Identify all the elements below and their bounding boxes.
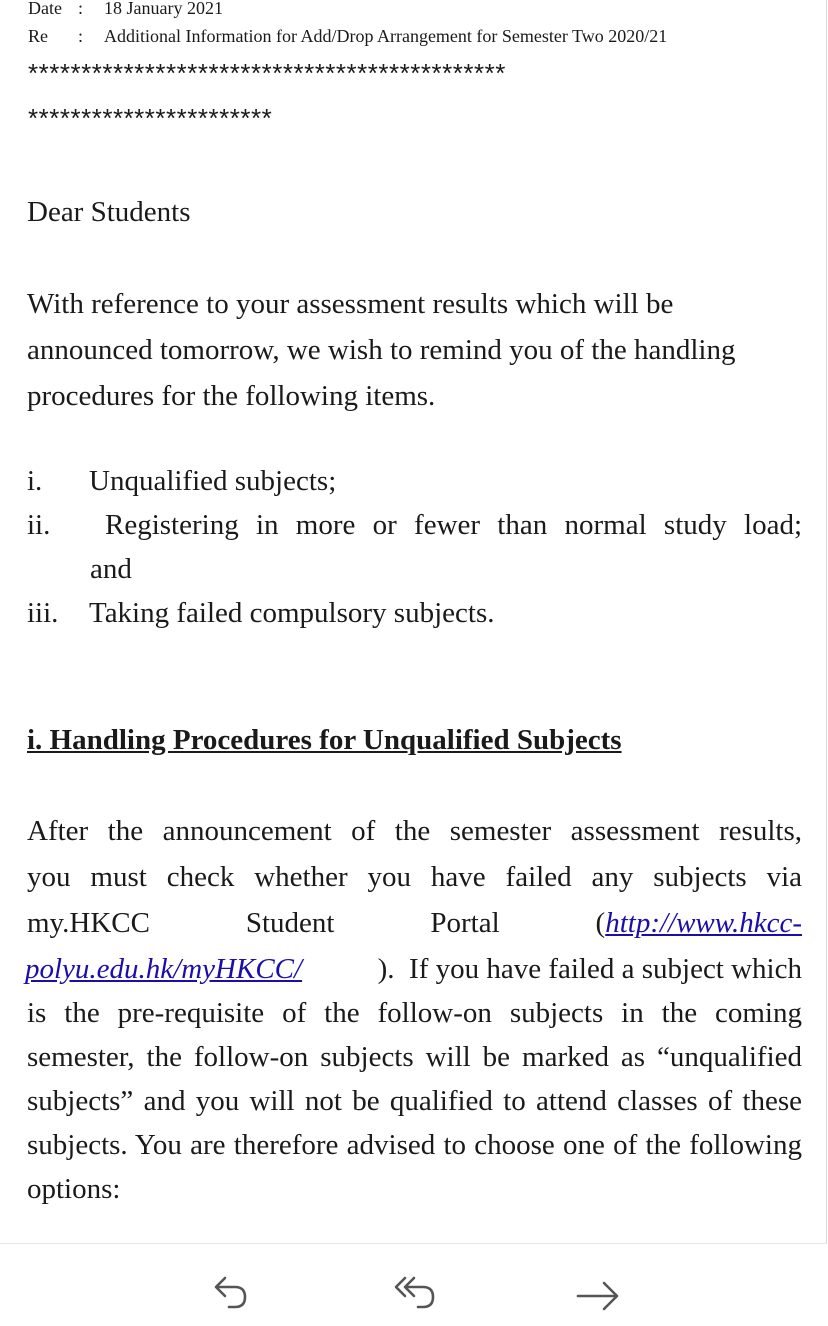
- list-text: Registering in more or fewer than normal study load;: [105, 509, 802, 541]
- date-value: 18 January 2021: [104, 0, 223, 18]
- subject-value: Additional Information for Add/Drop Arrangement for Semester Two 2020/21: [104, 26, 668, 46]
- paragraph-rest: is the pre-requisite of the follow-on subjects in the coming semester, the follow-on subjects will be marked as “unqualified subjects” and you will not be qualified to attend classes of these subjects. You are therefore advised to choose one of the following options:: [27, 997, 802, 1205]
- list-continuation: and: [90, 553, 132, 585]
- greeting: Dear Students: [27, 196, 191, 228]
- link-trailing-text: ). If you have failed a subject which: [377, 953, 802, 985]
- bottom-toolbar: [0, 1244, 828, 1326]
- list-item: [27, 459, 336, 503]
- date-label: Date: [28, 0, 62, 18]
- portal-link-part1[interactable]: http://www.hkcc-: [605, 907, 802, 939]
- portal-link-part2[interactable]: polyu.edu.hk/myHKCC/: [25, 953, 303, 985]
- paragraph-line: [27, 947, 802, 991]
- intro-paragraph: With reference to your assessment results which will be announced tomorrow, we wish to remind you of the handling procedures for the following items.: [27, 288, 736, 412]
- list-item: [27, 503, 802, 547]
- forward-icon: [575, 1272, 621, 1312]
- paragraph-line: you must check whether you have failed any subjects via: [27, 861, 802, 893]
- list-text: Taking failed compulsory subjects.: [89, 597, 495, 629]
- list-text: Unqualified subjects;: [89, 465, 337, 497]
- date-separator: :: [78, 0, 84, 18]
- paragraph-line: After the announcement of the semester assessment results,: [27, 815, 802, 847]
- paragraph-line: [27, 901, 802, 945]
- list-item: [27, 591, 495, 635]
- list-number: i.: [27, 465, 43, 497]
- subject-separator: :: [78, 26, 84, 46]
- subject-row: [28, 25, 667, 47]
- forward-button[interactable]: [575, 1272, 621, 1312]
- portal-word-1: my.HKCC: [27, 907, 150, 939]
- reply-button[interactable]: [209, 1272, 253, 1312]
- list-number: iii.: [27, 597, 59, 629]
- date-row: [28, 0, 223, 19]
- reply-all-icon: [392, 1272, 442, 1312]
- section-heading: i. Handling Procedures for Unqualified Subjects: [27, 724, 622, 756]
- reply-icon: [209, 1272, 253, 1312]
- portal-word-2: Student: [245, 907, 335, 939]
- divider-stars-1: *********************************************: [28, 58, 506, 88]
- list-number: ii.: [27, 509, 51, 541]
- subject-label: Re: [28, 26, 48, 46]
- paren-open: (: [595, 907, 606, 939]
- reply-all-button[interactable]: [392, 1272, 442, 1312]
- portal-word-3: Portal: [430, 907, 500, 939]
- divider-stars-2: ***********************: [28, 103, 273, 133]
